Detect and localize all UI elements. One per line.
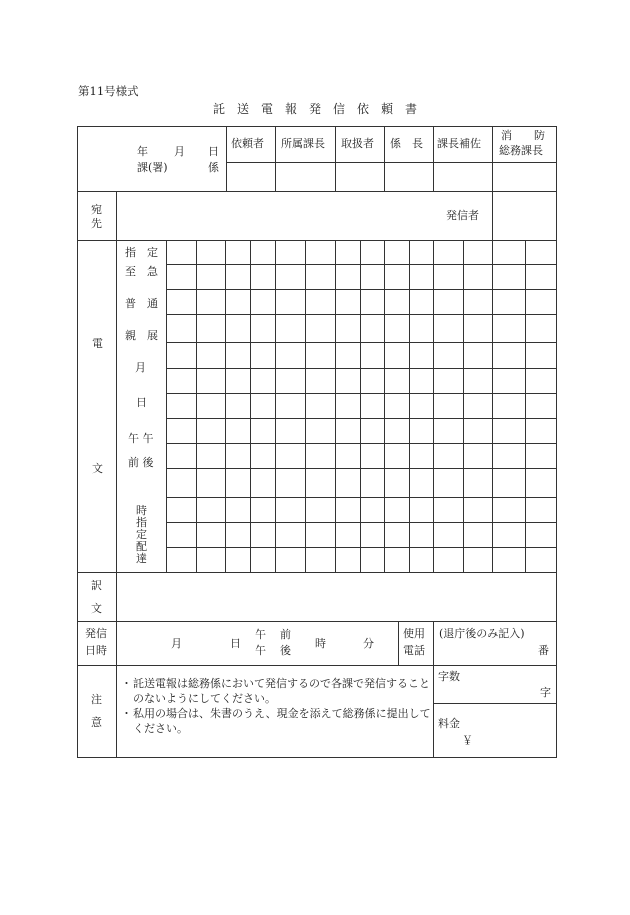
approval-assistant-chief: 課長補佐	[437, 137, 481, 150]
option-normal: 普 通	[125, 297, 158, 310]
send-minute-label: 分	[363, 637, 374, 650]
approval-section-chief: 係 長	[390, 137, 423, 150]
approval-handler: 取扱者	[341, 137, 374, 150]
option-day: 日	[136, 396, 147, 409]
fee-label: 料金	[438, 717, 460, 730]
option-ampm-2: 前 後	[128, 456, 154, 469]
phone-label-2: 電話	[403, 644, 425, 657]
send-pm-1: 午	[255, 644, 266, 657]
send-month-label: 月	[171, 637, 182, 650]
note-item-1	[121, 676, 431, 706]
note-text-2: 私用の場合は、朱書のうえ、現金を添えて総務係に提出してください。	[133, 707, 431, 735]
form-number: 第11号様式	[78, 84, 139, 98]
dept-label: 課(署)	[137, 161, 168, 174]
address-label-1: 宛	[91, 203, 102, 216]
yen-icon: ￥	[462, 734, 473, 747]
month-label: 月	[174, 145, 185, 158]
body-label-2: 文	[92, 462, 103, 475]
option-urgent: 至 急	[125, 265, 158, 278]
note-bullet: ・	[121, 707, 132, 720]
translation-label-1: 訳	[91, 579, 102, 592]
approval-dept-chief: 所属課長	[281, 137, 325, 150]
section-label: 係	[208, 161, 219, 174]
option-timed-1: 時	[136, 504, 147, 517]
send-time-label-2: 日時	[85, 644, 107, 657]
notes-label-2: 意	[91, 716, 102, 729]
note-item-2	[121, 706, 431, 736]
form-title: 託 送 電 報 発 信 依 頼 書	[213, 102, 418, 116]
note-bullet: ・	[121, 677, 132, 690]
option-timed-4: 配	[136, 540, 147, 553]
year-label: 年	[137, 145, 148, 158]
phone-number-suffix: 番	[538, 644, 549, 657]
option-month: 月	[135, 361, 146, 374]
notes-list	[121, 676, 431, 736]
send-day-label: 日	[230, 637, 241, 650]
option-personal: 親 展	[125, 329, 158, 342]
send-pm-2: 後	[280, 644, 291, 657]
phone-note: (退庁後のみ記入)	[439, 627, 525, 640]
char-count-unit: 字	[540, 686, 551, 699]
approval-fire-chief-line1: 消 防	[501, 129, 545, 142]
send-time-label-1: 発信	[85, 627, 107, 640]
day-label: 日	[208, 145, 219, 158]
option-timed-3: 定	[136, 528, 147, 541]
note-text-1: 託送電報は総務係において発信するので各課で発信することのないようにしてください。	[133, 677, 430, 705]
char-count-label: 字数	[438, 670, 460, 683]
send-am-1: 午	[255, 628, 266, 641]
body-label-1: 電	[92, 337, 103, 350]
sender-label: 発信者	[446, 209, 479, 222]
send-am-2: 前	[280, 628, 291, 641]
send-hour-label: 時	[315, 637, 326, 650]
approval-fire-chief-line2: 総務課長	[499, 144, 543, 157]
option-ampm-1: 午 午	[128, 432, 154, 445]
approval-requester: 依頼者	[231, 137, 264, 150]
address-label-2: 先	[91, 217, 102, 230]
translation-label-2: 文	[91, 602, 102, 615]
option-timed-5: 達	[136, 552, 147, 565]
notes-label-1: 注	[91, 693, 102, 706]
option-timed-2: 指	[136, 516, 147, 529]
option-designated: 指 定	[125, 246, 158, 259]
phone-label-1: 使用	[403, 627, 425, 640]
